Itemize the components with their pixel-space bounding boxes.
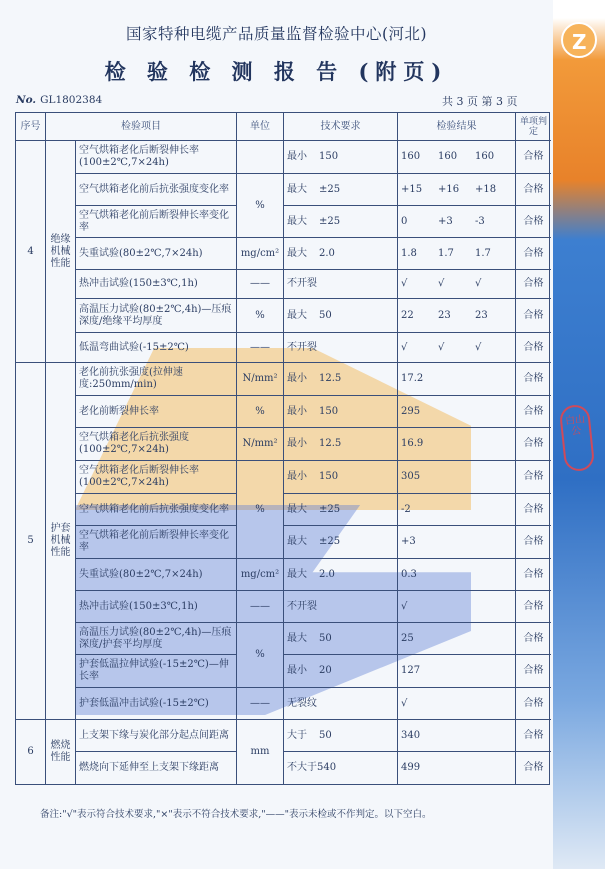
requirement-value: 150 bbox=[319, 405, 339, 417]
results-table bbox=[15, 112, 550, 785]
result-value: 23 bbox=[475, 309, 488, 321]
test-item: 空气烘箱老化前后断裂伸长率变化率 bbox=[76, 526, 237, 559]
result-value: 23 bbox=[438, 309, 451, 321]
test-item: 空气烘箱老化前后断裂伸长率变化率 bbox=[76, 206, 237, 238]
result-value: √ bbox=[401, 600, 408, 612]
requirement-value: ±25 bbox=[319, 503, 341, 515]
test-item: 燃烧向下延伸至上支架下缘距离 bbox=[76, 752, 237, 784]
col-header-item: 检验项目 bbox=[46, 113, 237, 141]
verdict-cell: 合格 bbox=[516, 333, 551, 363]
result-value: +15 bbox=[401, 183, 423, 195]
unit-cell: —— bbox=[237, 591, 284, 623]
test-item: 低温弯曲试验(-15±2℃) bbox=[76, 333, 237, 363]
center-logo-icon: Z bbox=[561, 22, 597, 58]
result-value: √ bbox=[401, 697, 408, 709]
requirement-keyword: 最大 bbox=[287, 503, 307, 515]
test-item: 护套低温拉伸试验(-15±2℃)—伸长率 bbox=[76, 655, 237, 688]
requirement-cell bbox=[284, 206, 398, 238]
result-value: 295 bbox=[401, 405, 421, 417]
requirement-value: ±25 bbox=[319, 215, 341, 227]
result-value: 160 bbox=[438, 151, 458, 162]
unit-cell: mg/cm² bbox=[237, 238, 284, 270]
requirement-keyword: 最小 bbox=[287, 151, 307, 162]
requirement-keyword: 最大 bbox=[287, 536, 307, 547]
requirement-value: 20 bbox=[319, 665, 332, 676]
requirement-cell bbox=[284, 688, 398, 720]
report-number-label: No. bbox=[16, 94, 37, 106]
requirement-keyword: 最大 bbox=[287, 183, 307, 195]
result-value: √ bbox=[438, 341, 445, 353]
test-item: 热冲击试验(150±3℃,1h) bbox=[76, 591, 237, 623]
requirement-value: 50 bbox=[319, 632, 332, 644]
result-value: -2 bbox=[401, 503, 411, 515]
test-item: 空气烘箱老化前后抗张强度变化率 bbox=[76, 174, 237, 206]
test-item: 护套低温冲击试验(-15±2℃) bbox=[76, 688, 237, 720]
verdict-cell: 合格 bbox=[516, 299, 551, 333]
test-item: 老化前断裂伸长率 bbox=[76, 396, 237, 428]
verdict-cell: 合格 bbox=[516, 526, 551, 559]
requirement-keyword: 不开裂 bbox=[287, 341, 317, 353]
group-name: 绝缘机械性能 bbox=[46, 141, 76, 363]
requirement-value: 12.5 bbox=[319, 438, 342, 449]
result-cell bbox=[398, 752, 516, 784]
result-value: +18 bbox=[475, 183, 497, 195]
document-title: 检 验 检 测 报 告 (附页) bbox=[104, 59, 449, 84]
requirement-cell bbox=[284, 655, 398, 688]
page-count: 共 3 页 第 3 页 bbox=[442, 95, 518, 108]
result-value: 1.8 bbox=[401, 247, 417, 259]
result-value: 0.3 bbox=[401, 568, 417, 580]
result-value: 499 bbox=[401, 762, 421, 773]
test-item: 空气烘箱老化后抗张强度(100±2℃,7×24h) bbox=[76, 428, 237, 461]
requirement-keyword: 不开裂 bbox=[287, 278, 317, 289]
test-item: 高温压力试验(80±2℃,4h)—压痕深度/护套平均厚度 bbox=[76, 623, 237, 655]
col-header-req: 技术要求 bbox=[284, 113, 398, 141]
requirement-keyword: 不大于 bbox=[287, 762, 317, 773]
requirement-cell bbox=[284, 396, 398, 428]
requirement-keyword: 最小 bbox=[287, 438, 307, 449]
result-value: 1.7 bbox=[475, 247, 491, 259]
unit-cell: mg/cm² bbox=[237, 559, 284, 591]
result-value: 127 bbox=[401, 665, 421, 676]
result-value: √ bbox=[401, 341, 408, 353]
result-value: 340 bbox=[401, 729, 421, 741]
result-cell bbox=[398, 559, 516, 591]
unit-cell: N/mm² bbox=[237, 428, 284, 461]
result-cell bbox=[398, 428, 516, 461]
footnote: 备注:"√"表示符合技术要求,"×"表示不符合技术要求,"——"表示未检或不作判定。以下空白。 bbox=[40, 809, 432, 820]
requirement-value: 50 bbox=[319, 729, 332, 741]
requirement-cell bbox=[284, 559, 398, 591]
requirement-cell bbox=[284, 333, 398, 363]
test-item: 空气烘箱老化后断裂伸长率(100±2℃,7×24h) bbox=[76, 141, 237, 174]
requirement-keyword: 大于 bbox=[287, 729, 307, 741]
result-cell bbox=[398, 655, 516, 688]
result-value: 160 bbox=[401, 151, 421, 162]
requirement-cell bbox=[284, 428, 398, 461]
report-number bbox=[16, 94, 102, 106]
requirement-keyword: 最大 bbox=[287, 247, 307, 259]
verdict-cell: 合格 bbox=[516, 623, 551, 655]
requirement-value: 150 bbox=[319, 471, 339, 482]
verdict-cell: 合格 bbox=[516, 494, 551, 526]
col-header-no: 序号 bbox=[16, 113, 46, 141]
result-value: +3 bbox=[401, 536, 416, 547]
requirement-value: 2.0 bbox=[319, 568, 335, 580]
seam-stamp: 白山公 bbox=[559, 404, 596, 473]
group-number: 6 bbox=[16, 720, 46, 784]
group-name: 燃烧性能 bbox=[46, 720, 76, 784]
result-cell bbox=[398, 396, 516, 428]
verdict-cell: 合格 bbox=[516, 688, 551, 720]
requirement-keyword: 最小 bbox=[287, 665, 307, 676]
verdict-cell: 合格 bbox=[516, 720, 551, 752]
result-cell bbox=[398, 238, 516, 270]
requirement-cell bbox=[284, 174, 398, 206]
requirement-value: 12.5 bbox=[319, 373, 342, 384]
verdict-cell: 合格 bbox=[516, 591, 551, 623]
unit-cell: —— bbox=[237, 333, 284, 363]
test-item: 失重试验(80±2℃,7×24h) bbox=[76, 559, 237, 591]
result-value: +16 bbox=[438, 183, 460, 195]
unit-cell: —— bbox=[237, 270, 284, 299]
verdict-cell: 合格 bbox=[516, 428, 551, 461]
result-cell bbox=[398, 206, 516, 238]
result-value: √ bbox=[401, 278, 408, 289]
requirement-cell bbox=[284, 270, 398, 299]
result-cell bbox=[398, 141, 516, 174]
requirement-cell bbox=[284, 591, 398, 623]
result-cell bbox=[398, 591, 516, 623]
group-number: 4 bbox=[16, 141, 46, 363]
test-item: 老化前抗张强度(拉伸速度:250mm/min) bbox=[76, 363, 237, 396]
org-title: 国家特种电缆产品质量监督检验中心(河北) bbox=[125, 25, 428, 43]
requirement-value: ±25 bbox=[319, 183, 341, 195]
unit-cell: % bbox=[237, 299, 284, 333]
requirement-cell bbox=[284, 238, 398, 270]
result-cell bbox=[398, 363, 516, 396]
result-cell bbox=[398, 333, 516, 363]
requirement-keyword: 不开裂 bbox=[287, 600, 317, 612]
requirement-value: 540 bbox=[317, 762, 337, 773]
verdict-cell: 合格 bbox=[516, 461, 551, 494]
test-item: 高温压力试验(80±2℃,4h)—压痕深度/绝缘平均厚度 bbox=[76, 299, 237, 333]
verdict-cell: 合格 bbox=[516, 238, 551, 270]
requirement-cell bbox=[284, 623, 398, 655]
verdict-cell: 合格 bbox=[516, 559, 551, 591]
result-value: 160 bbox=[475, 151, 495, 162]
result-value: 16.9 bbox=[401, 438, 424, 449]
requirement-cell bbox=[284, 141, 398, 174]
requirement-keyword: 无裂纹 bbox=[287, 697, 317, 709]
unit-cell: —— bbox=[237, 688, 284, 720]
requirement-value: 2.0 bbox=[319, 247, 335, 259]
requirement-value: 150 bbox=[319, 151, 339, 162]
requirement-value: 50 bbox=[319, 309, 332, 321]
verdict-cell: 合格 bbox=[516, 363, 551, 396]
unit-cell: % bbox=[237, 461, 284, 559]
result-cell bbox=[398, 174, 516, 206]
unit-cell bbox=[237, 141, 284, 174]
result-cell bbox=[398, 688, 516, 720]
requirement-value: ±25 bbox=[319, 536, 341, 547]
col-header-verdict: 单项判定 bbox=[516, 113, 551, 141]
group-name: 护套机械性能 bbox=[46, 363, 76, 720]
result-cell bbox=[398, 270, 516, 299]
unit-cell: % bbox=[237, 174, 284, 238]
verdict-cell: 合格 bbox=[516, 174, 551, 206]
result-value: -3 bbox=[475, 215, 485, 227]
verdict-cell: 合格 bbox=[523, 762, 544, 773]
verdict-cell: 合格 bbox=[516, 396, 551, 428]
result-cell bbox=[398, 494, 516, 526]
requirement-keyword: 最大 bbox=[287, 215, 307, 227]
result-value: √ bbox=[438, 278, 445, 289]
requirement-keyword: 最大 bbox=[287, 309, 307, 321]
requirement-cell bbox=[284, 526, 398, 559]
unit-cell: % bbox=[237, 396, 284, 428]
result-value: 1.7 bbox=[438, 247, 454, 259]
result-value: 0 bbox=[401, 215, 408, 227]
requirement-cell bbox=[284, 720, 398, 752]
test-item: 失重试验(80±2℃,7×24h) bbox=[76, 238, 237, 270]
result-cell bbox=[398, 461, 516, 494]
result-cell bbox=[398, 623, 516, 655]
test-item: 上支架下缘与炭化部分起点间距离 bbox=[76, 720, 237, 752]
result-cell bbox=[398, 526, 516, 559]
result-cell bbox=[398, 299, 516, 333]
requirement-cell bbox=[284, 494, 398, 526]
requirement-keyword: 最小 bbox=[287, 373, 307, 384]
result-value: 305 bbox=[401, 471, 421, 482]
requirement-cell bbox=[284, 299, 398, 333]
test-item: 热冲击试验(150±3℃,1h) bbox=[76, 270, 237, 299]
verdict-cell: 合格 bbox=[516, 655, 551, 688]
verdict-cell: 合格 bbox=[516, 206, 551, 238]
result-value: √ bbox=[475, 278, 482, 289]
test-item: 空气烘箱老化前后抗张强度变化率 bbox=[76, 494, 237, 526]
requirement-cell bbox=[284, 461, 398, 494]
unit-cell: N/mm² bbox=[237, 363, 284, 396]
result-value: 25 bbox=[401, 632, 414, 644]
verdict-cell: 合格 bbox=[516, 141, 551, 174]
result-value: 17.2 bbox=[401, 373, 424, 384]
result-value: 22 bbox=[401, 309, 414, 321]
test-item: 空气烘箱老化后断裂伸长率(100±2℃,7×24h) bbox=[76, 461, 237, 494]
result-cell bbox=[398, 720, 516, 752]
col-header-result: 检验结果 bbox=[398, 113, 516, 141]
requirement-keyword: 最大 bbox=[287, 632, 307, 644]
requirement-cell bbox=[284, 752, 398, 784]
requirement-keyword: 最小 bbox=[287, 405, 307, 417]
col-header-unit: 单位 bbox=[237, 113, 284, 141]
requirement-cell bbox=[284, 363, 398, 396]
verdict-cell: 合格 bbox=[516, 270, 551, 299]
report-number-value: GL1802384 bbox=[40, 94, 103, 106]
unit-cell: % bbox=[237, 623, 284, 688]
requirement-keyword: 最大 bbox=[287, 568, 307, 580]
unit-cell: mm bbox=[237, 720, 284, 784]
requirement-keyword: 最小 bbox=[287, 471, 307, 482]
group-number: 5 bbox=[16, 363, 46, 720]
result-value: +3 bbox=[438, 215, 453, 227]
result-value: √ bbox=[475, 341, 482, 353]
